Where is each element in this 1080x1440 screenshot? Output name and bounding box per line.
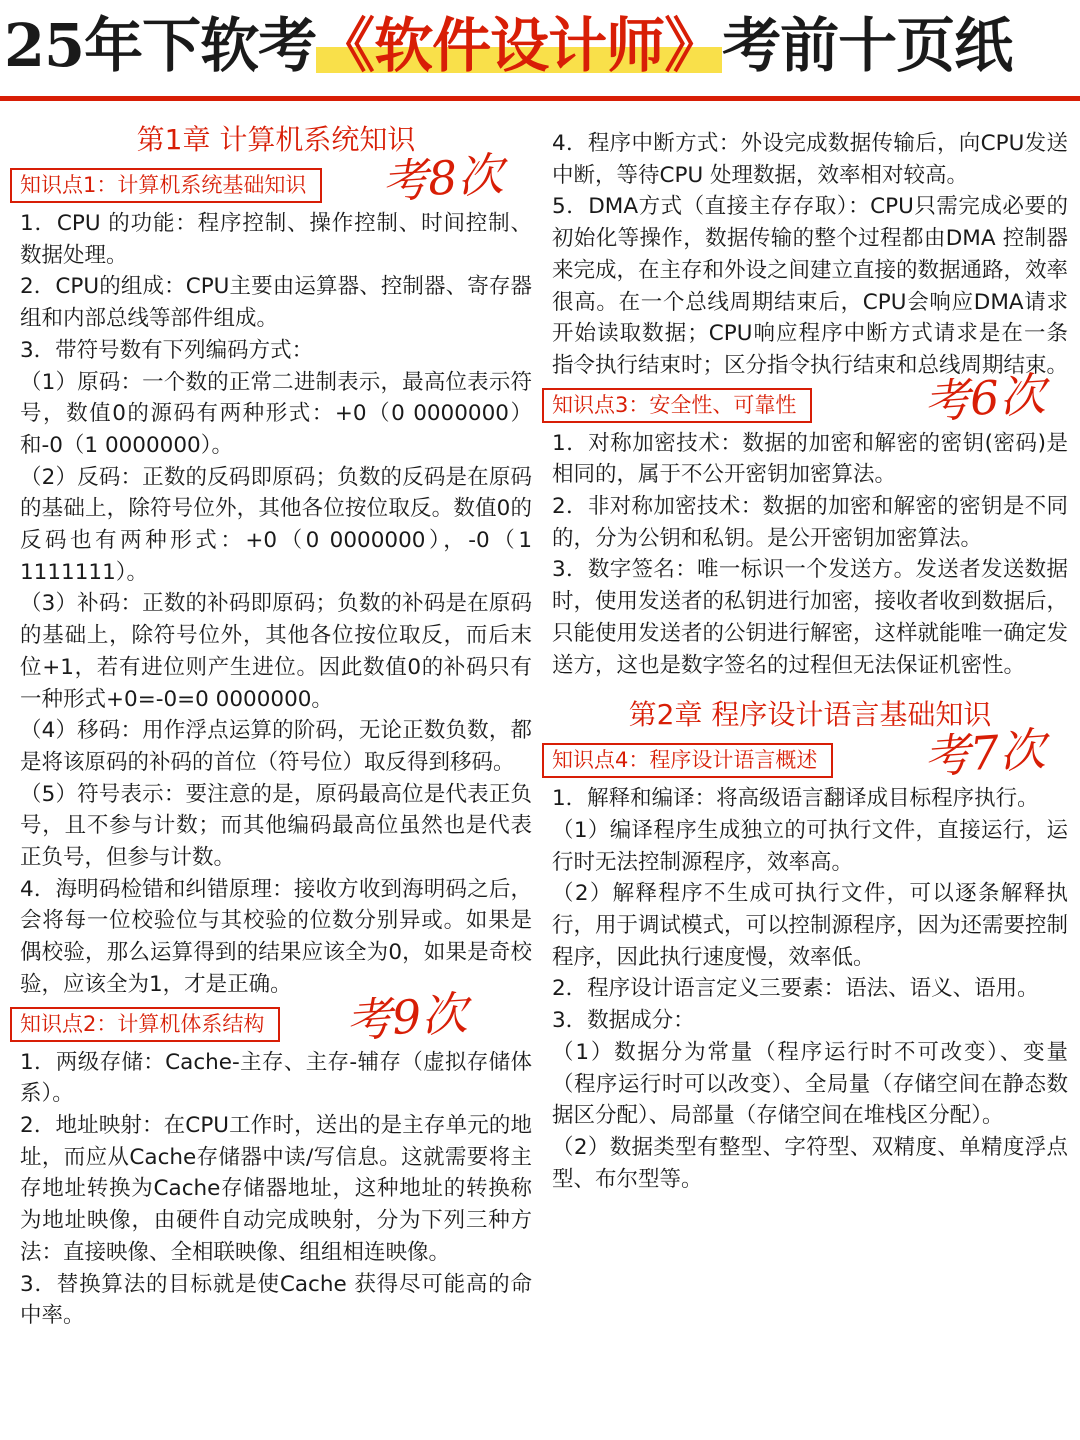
kp2-para: 3．替换算法的目标就是使Cache 获得尽可能高的命中率。: [20, 1271, 532, 1329]
chapter2-title: 第2章 程序设计语言基础知识: [628, 698, 992, 732]
kp1-times-note: 考8次: [380, 146, 506, 210]
kp2-cont-para: 4．程序中断方式：外设完成数据传输后，向CPU发送中断，等待CPU 处理数据，效率相对较高。: [552, 131, 1068, 188]
title-prefix: 25年下软考: [4, 11, 317, 80]
kp1-para: （3）补码：正数的补码即原码；负数的补码是在原码的基础上，除符号位外，其他各位按位取反，而后末位+1，若有进位则产生进位。因此数值0的补码只有一种形式+0=-0=0 0000000。: [20, 591, 532, 712]
page-title: [4, 6, 1012, 86]
kp1-para: （1）原码：一个数的正常二进制表示，最高位表示符号，数值0的源码有两种形式：+0（0 0000000） 和-0（1 0000000）。: [20, 369, 532, 458]
kp1-para: 2．CPU的组成：CPU主要由运算器、控制器、寄存器组和内部总线等部件组成。: [20, 274, 532, 332]
kp1-para: （4）移码：用作浮点运算的阶码，无论正数负数，都是将该原码的补码的首位（符号位）取反得到移码。: [20, 718, 532, 775]
kp4-para: （1）编译程序生成独立的可执行文件，直接运行，运行时无法控制源程序，效率高。: [552, 817, 1068, 875]
kp4-times-note: 考7次: [922, 722, 1048, 785]
kp1-para: （2）反码：正数的反码即原码；负数的反码是在原码的基础上，除符号位外，其他各位按位取反。数值0的反码也有两种形式：+0（0 0000000），-0（1 1111111）。: [20, 464, 532, 585]
kp1-header: [20, 146, 532, 210]
kp2-label: 知识点2：计算机体系结构: [10, 1007, 280, 1042]
kp3-header: [552, 366, 1068, 429]
kp1-label: 知识点1：计算机系统基础知识: [10, 168, 322, 203]
kp4-para: 3．数据成分：: [552, 1008, 695, 1034]
header-divider: [0, 96, 1080, 101]
kp4-para: （2）数据类型有整型、字符型、双精度、单精度浮点型、布尔型等。: [552, 1134, 1068, 1192]
title-suffix: 考前十页纸: [722, 11, 1013, 80]
kp4-para: 1．解释和编译：将高级语言翻译成目标程序执行。: [552, 786, 1039, 812]
title-highlight: 《软件设计师》: [316, 11, 723, 80]
kp3-times-note: 考6次: [922, 366, 1048, 429]
kp1-para: 1．CPU 的功能：程序控制、操作控制、时间控制、数据处理。: [20, 211, 532, 268]
kp4-label: 知识点4：程序设计语言概述: [542, 743, 833, 778]
kp4-para: 2．程序设计语言定义三要素：语法、语义、语用。: [552, 976, 1039, 1002]
kp2-times-note: 考9次: [344, 985, 470, 1048]
kp3-para: 3．数字签名：唯一标识一个发送方。发送者发送数据时，使用发送者的私钥进行加密，接收者收到数据后，只能使用发送者的公钥进行解密，这样就能唯一确定发送方，这也是数字签名的过程但无法保证机密性。: [552, 557, 1069, 678]
kp2-para: 1．两级存储：Cache-主存、主存-辅存（虚拟存储体系）。: [20, 1049, 532, 1107]
kp1-para: 4．海明码检错和纠错原理：接收方收到海明码之后，会将每一位校验位与其校验的位数分别异或。如果是偶校验，那么运算得到的结果应该全为0，如果是奇校验，应该全为1，才是正确。: [20, 876, 532, 997]
kp1-para: 3．带符号数有下列编码方式：: [20, 337, 314, 363]
right-column: [552, 128, 1068, 1195]
page-header: [0, 0, 1080, 96]
kp2-cont-para: 5．DMA方式（直接主存存取）：CPU只需完成必要的初始化等操作，数据传输的整个过程都由DMA 控制器来完成，在主存和外设之间建立直接的数据通路，效率很高。在一个总线周期结束后，CPU会响应DMA请求开始读取数据；CPU响应程序中断方式请求是在一条指令执行结束时；区分指令执行结束和总线周期结束。: [552, 194, 1069, 378]
kp4-header: [552, 722, 1068, 785]
kp2-para: 2．地址映射：在CPU工作时，送出的是主存单元的地址，而应从Cache存储器中读/写信息。这就需要将主存地址转换为Cache存储器地址，这种地址的转换称为地址映像，由硬件自动完成映射，分为下列三种方法：直接映像、全相联映像、组组相连映像。: [20, 1112, 532, 1265]
chapter1-title: 第1章 计算机系统知识: [136, 123, 416, 156]
left-column: [20, 120, 532, 1332]
kp3-para: 1．对称加密技术：数据的加密和解密的密钥(密码)是相同的，属于不公开密钥加密算法。: [552, 430, 1068, 488]
title-highlight-band: [316, 11, 722, 80]
kp4-para: （2）解释程序不生成可执行文件，可以逐条解释执行，用于调试模式，可以控制源程序，因为还需要控制程序，因此执行速度慢，效率低。: [552, 881, 1069, 970]
kp2-header: [20, 985, 532, 1048]
kp1-para: （5）符号表示：要注意的是，原码最高位是代表正负号，且不参与计数；而其他编码最高位虽然也是代表正负号，但参与计数。: [20, 781, 532, 871]
kp3-label: 知识点3：安全性、可靠性: [542, 388, 812, 423]
kp3-para: 2．非对称加密技术：数据的加密和解密的密钥是不同的，分为公钥和私钥。是公开密钥加密算法。: [552, 494, 1068, 551]
kp4-para: （1）数据分为常量（程序运行时不可改变）、变量（程序运行时可以改变）、全局量（存储空间在静态数据区分配）、局部量（存储空间在堆栈区分配）。: [552, 1039, 1068, 1129]
